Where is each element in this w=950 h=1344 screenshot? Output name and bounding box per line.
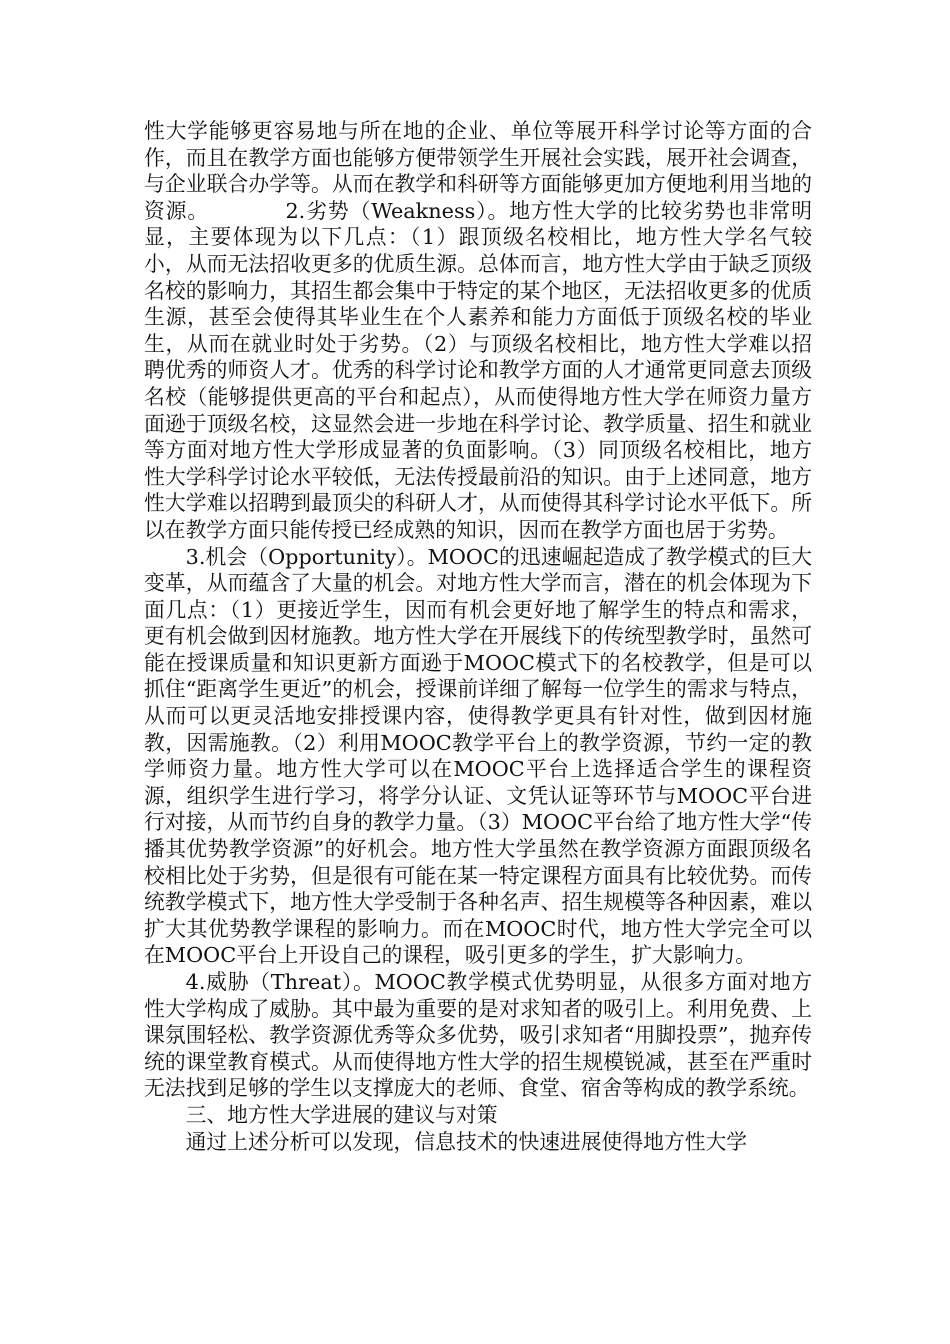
paragraph-threat: 4.威胁（Threat）。MOOC教学模式优势明显，从很多方面对地方性大学构成了威胁。其中最为重要的是对求知者的吸引上。利用免费、上课氛围轻松、教学资源优秀等众多优势，吸引求知者“用脚投票”，抛弃传统的课堂教育模式。从而使得地方性大学的招生规模锐减，甚至在严重时无法找到足够的学生以支撑庞大的老师、食堂、宿舍等构成的教学系统。 <box>144 970 812 1101</box>
section-heading: 三、地方性大学进展的建议与对策 <box>185 1102 498 1127</box>
paragraph-opportunity: 3.机会（Opportunity）。MOOC的迅速崛起造成了教学模式的巨大变革，从而蕴含了大量的机会。对地方性大学而言，潜在的机会体现为下面几点：（1）更接近学生，因而有机会更好地了解学生的特点和需求，更有机会做到因材施教。地方性大学在开展线下的传统型教学时，虽然可能在授课质量和知识更新方面逊于MOOC模式下的名校教学，但是可以抓住“距离学生更近”的机会，授课前详细了解每一位学生的需求与特点，从而可以更灵活地安排授课内容，使得教学更具有针对性，做到因材施教，因需施教。（2）利用MOOC教学平台上的教学资源，节约一定的教学师资力量。地方性大学可以在MOOC平台上选择适合学生的课程资源，组织学生进行学习，将学分认证、文凭认证等环节与MOOC平台进行对接，从而节约自身的教学力量。（3）MOOC平台给了地方性大学“传播其优势教学资源”的好机会。地方性大学虽然在教学资源方面跟顶级名校相比处于劣势，但是很有可能在某一特定课程方面具有比较优势。而传统教学模式下，地方性大学受制于各种名声、招生规模等各种因素，难以扩大其优势教学课程的影响力。而在MOOC时代，地方性大学完全可以在MOOC平台上开设自己的课程，吸引更多的学生，扩大影响力。 <box>144 544 812 968</box>
paragraph-analysis: 通过上述分析可以发现，信息技术的快速进展使得地方性大学 <box>185 1129 748 1154</box>
paragraph-weakness: 性大学能够更容易地与所在地的企业、单位等展开科学讨论等方面的合作，而且在教学方面也能够方便带领学生开展社会实践，展开社会调查，与企业联合办学等。从而在教学和科研等方面能够更加方便地利用当地的资源。 2.劣势（Weakness）。地方性大学的比较劣势也非常明显，主要体现为以下几点：（1）跟顶级名校相比，地方性大学名气较小，从而无法招收更多的优质生源。总体而言，地方性大学由于缺乏顶级名校的影响力，其招生都会集中于特定的某个地区，无法招收更多的优质生源，甚至会使得其毕业生在个人素养和能力方面低于顶级名校的毕业生，从而在就业时处于劣势。（2）与顶级名校相比，地方性大学难以招聘优秀的师资人才。优秀的科学讨论和教学方面的人才通常更同意去顶级名校（能够提供更高的平台和起点），从而使得地方性大学在师资力量方面逊于顶级名校，这显然会进一步地在科学讨论、教学质量、招生和就业等方面对地方性大学形成显著的负面影响。（3）同顶级名校相比，地方性大学科学讨论水平较低，无法传授最前沿的知识。由于上述同意，地方性大学难以招聘到最顶尖的科研人才，从而使得其科学讨论水平低下。所以在教学方面只能传授已经成熟的知识，因而在教学方面也居于劣势。 <box>144 119 812 542</box>
body-text <box>144 118 812 1155</box>
